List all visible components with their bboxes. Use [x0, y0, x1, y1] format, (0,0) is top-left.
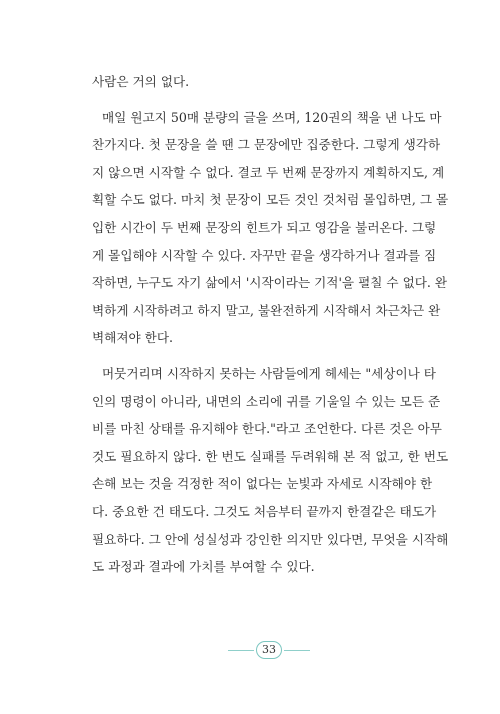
- text-line: 획할 수도 없다. 마치 첫 문장이 모든 것인 것처럼 몰입하면, 그 몰: [92, 192, 449, 208]
- text-line: 다. 중요한 건 태도다. 그것도 처음부터 끝까지 한결같은 태도가: [92, 503, 437, 519]
- body-text: [92, 68, 449, 581]
- text-line: 인의 명령이 아니라, 내면의 소리에 귀를 기울일 수 있는 모든 준: [92, 393, 441, 409]
- text-line: 벽해져야 한다.: [92, 330, 173, 346]
- page-number: 33: [256, 641, 282, 659]
- text-line: 지 않으면 시작할 수 없다. 결코 두 번째 문장까지 계획하지도, 계: [92, 164, 445, 180]
- text-line: 벽하게 시작하려고 하지 말고, 불완전하게 시작해서 차근차근 완: [92, 302, 441, 318]
- text-line: 머뭇거리며 시작하지 못하는 사람들에게 헤세는 "세상이나 타: [102, 365, 436, 381]
- paragraph-gap: [92, 96, 410, 104]
- footer-rule-left: [228, 650, 254, 651]
- text-line: 비를 마친 상태를 유지해야 한다."라고 조언한다. 다른 것은 아무: [92, 421, 442, 437]
- text-line: 작하면, 누구도 자기 삶에서 '시작이라는 기적'을 펼칠 수 없다. 완: [92, 275, 448, 291]
- paragraph-gap: [92, 352, 410, 360]
- text-line: 사람은 거의 없다.: [92, 74, 190, 89]
- text-line: 매일 원고지 50매 분량의 글을 쓰며, 120권의 책을 낸 나도 마: [102, 109, 442, 125]
- text-line: 입한 시간이 두 번째 문장의 힌트가 되고 영감을 불러온다. 그렇: [92, 219, 437, 235]
- text-line: 필요하다. 그 안에 성실성과 강인한 의지만 있다면, 무엇을 시작해: [92, 531, 449, 547]
- text-line: 손해 보는 것을 걱정한 적이 없다는 눈빛과 자세로 시작해야 한: [92, 476, 433, 492]
- text-line: 도 과정과 결과에 가치를 부여할 수 있다.: [92, 559, 315, 575]
- text-line: 찬가지다. 첫 문장을 쓸 땐 그 문장에만 집중한다. 그렇게 생각하: [92, 137, 441, 153]
- text-line: 게 몰입해야 시작할 수 있다. 자꾸만 끝을 생각하거나 결과를 짐: [92, 247, 437, 263]
- page-footer: [0, 641, 500, 661]
- footer-rule-right: [284, 650, 310, 651]
- text-line: 것도 필요하지 않다. 한 번도 실패를 두려워해 본 적 없고, 한 번도: [92, 448, 449, 464]
